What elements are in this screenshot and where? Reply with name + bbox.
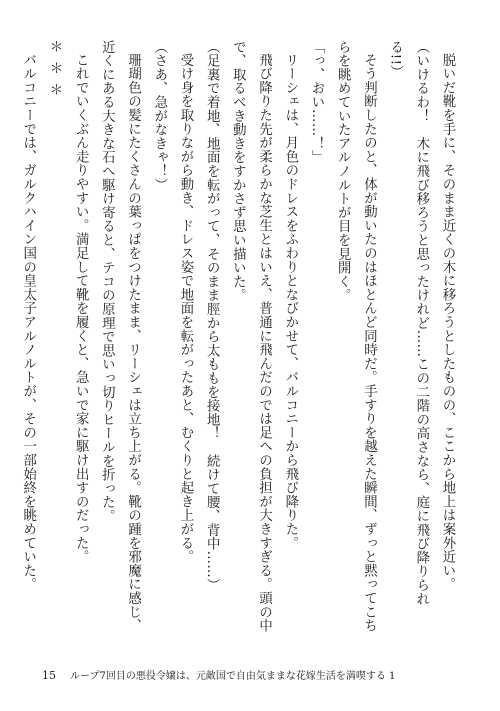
paragraph: 「っ、おい……！」 [308, 40, 324, 165]
section-break: ＊＊＊ [46, 40, 62, 105]
paragraph: リーシェは、月色のドレスをふわりとなびかせて、バルコニーから飛び降りた。 [282, 53, 298, 551]
paragraph: 飛び降りた先が柔らかな芝生とはいえ、普通に飛んだのでは足への負担が大きすぎる。頭の中で、取るべき動きをすかさず思い描いた。 [230, 40, 272, 633]
paragraph: これでいくぶん走りやすい。満足して靴を履くと、急いで家に駆け出すのだった。 [73, 53, 89, 564]
running-title: ループ7回目の悪役令嬢は、元敵国で自由気ままな花嫁生活を満喫する 1 [70, 671, 396, 682]
paragraph: 受け身を取りながら動き、ドレス姿で地面を転がったあと、むくりと起き上がる。 [177, 53, 193, 564]
vertical-text-body [20, 40, 460, 638]
paragraph: 脱いだ靴を手に、そのまま近くの木に移ろうとしたものの、ここから地上は案外近い。 [440, 53, 455, 592]
paragraph: （さあ、急がなきゃ！） [151, 40, 167, 192]
page-footer [42, 670, 395, 683]
paragraph: （いけるわ！ 木に飛び移ろうと思ったけれど……この二階の高さなら、庭に飛び降りられる!!） [387, 40, 429, 606]
paragraph: バルコニーでは、ガルクハイン国の皇太子アルノルトが、その一部始終を眺めていた。 [20, 53, 36, 592]
page-number: 15 [42, 669, 56, 682]
paragraph: （足裏で着地、地面を転がって、そのまま脛から太ももを接地！ 続けて腰、背中……） [204, 40, 220, 592]
paragraph: 珊瑚色の髪にたくさんの葉っぱをつけたまま、リーシェは立ち上がる。靴の踵を邪魔に感じ、近くにある大きな石へ駆け寄ると、テコの原理で思いっ切りヒールを折った。 [99, 40, 141, 633]
paragraph: そう判断したのと、体が動いたのはほとんど同時だ。手すりを越えた瞬間、ずっと黙ってこちらを眺めていたアルノルトが目を見開く。 [335, 40, 377, 633]
